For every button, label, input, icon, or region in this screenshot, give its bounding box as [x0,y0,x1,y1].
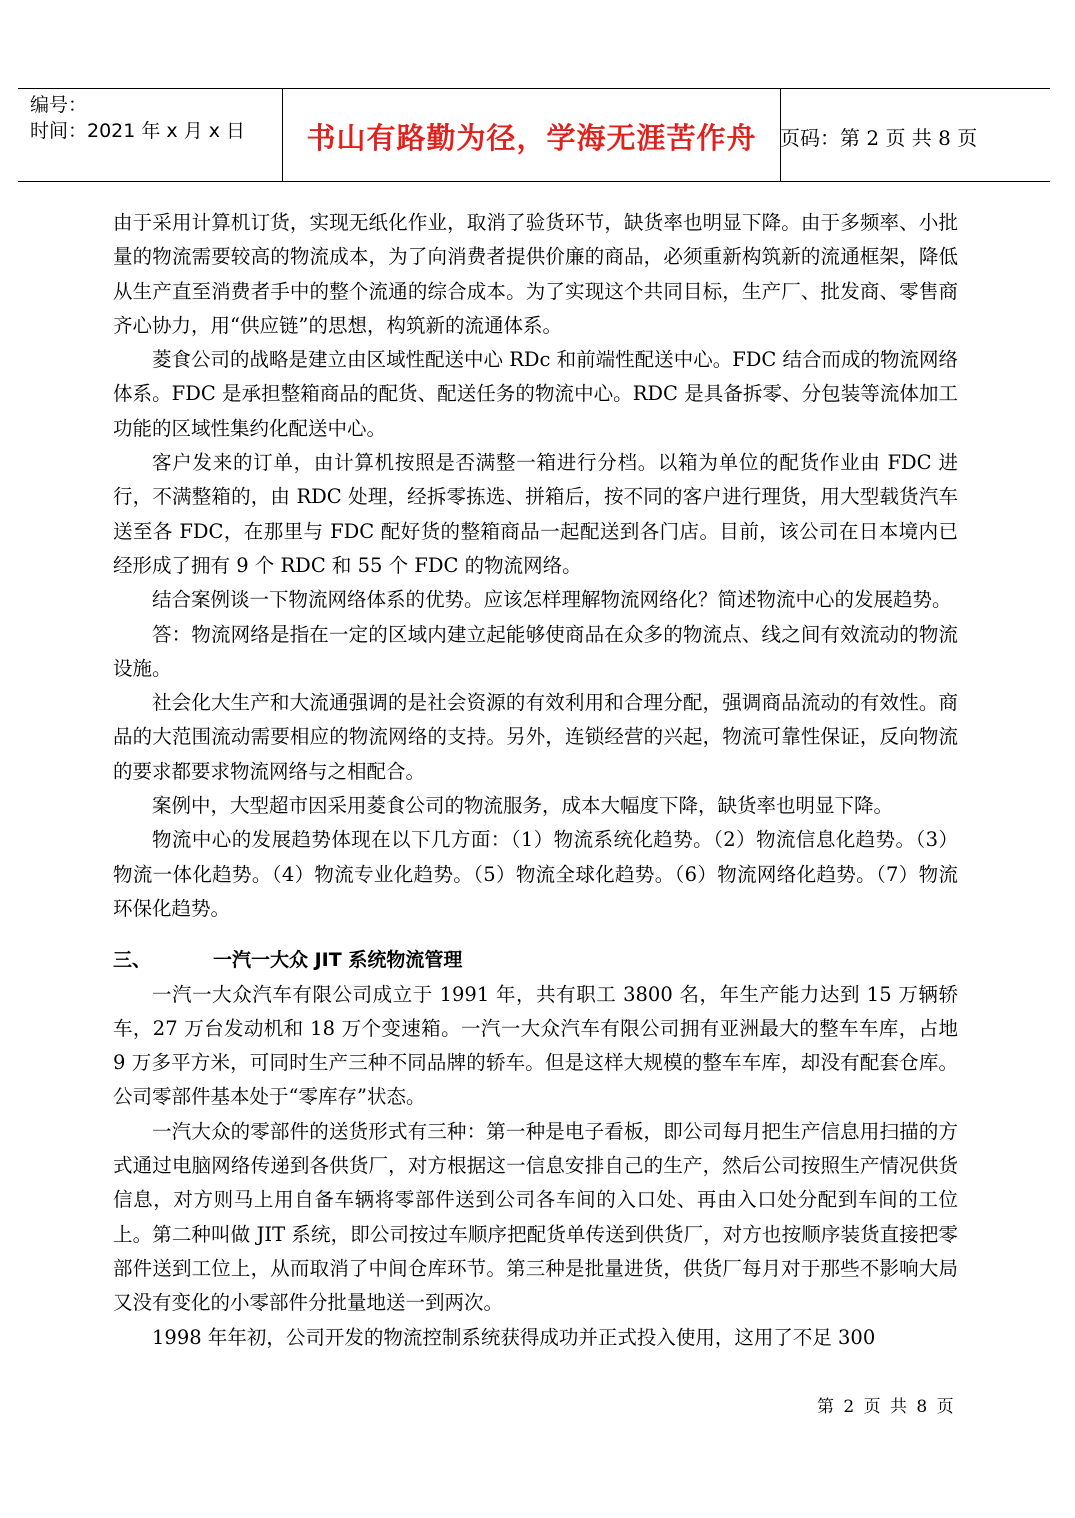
page-header [18,88,1050,184]
paragraph: 1998 年年初，公司开发的物流控制系统获得成功并正式投入使用，这用了不足 300 [152,1325,876,1349]
header-motto: 书山有路勤为径，学海无涯苦作舟 [306,121,757,155]
question-paragraph: 结合案例谈一下物流网络体系的优势。应该怎样理解物流网络化？简述物流中心的发展趋势。 [152,588,952,612]
paragraph: 物流中心的发展趋势体现在以下几方面：（1）物流系统化趋势。（2）物流信息化趋势。（3）物流一体化趋势。（4）物流专业化趋势。（5）物流全球化趋势。（6）物流网络化趋势。（7）物流环保化趋势。 [113,828,958,920]
answer-paragraph: 答：物流网络是指在一定的区域内建立起能够使商品在众多的物流点、线之间有效流动的物流设施。 [113,622,958,680]
paragraph: 一汽大众的零部件的送货形式有三种：第一种是电子看板，即公司每月把生产信息用扫描的方式通过电脑网络传递到各供货厂，对方根据这一信息安排自己的生产，然后公司按照生产情况供货信息，对方则马上用自备车辆将零部件送到公司各车间的入口处、再由入口处分配到车间的工位上。第二种叫做 JIT 系统，即公司按过车顺序把配货单传送到供货厂，对方也按顺序装货直接把零部件送到工位上，从而取消了中间仓库环节。第三种是批量进货，供货厂每月对于那些不影响大局又没有变化的小零部件分批量地送一到两次。 [113,1119,958,1315]
header-meta [30,92,245,144]
section-title: 一汽一大众 JIT 系统物流管理 [213,949,463,972]
document-time-label: 时间：2021 年 x 月 x 日 [30,120,246,142]
header-page-info: 页码：第 2 页 共 8 页 [780,126,978,150]
paragraph: 案例中，大型超市因采用菱食公司的物流服务，成本大幅度下降，缺货率也明显下降。 [152,794,894,818]
header-top-rule [18,88,1050,89]
header-bottom-rule [18,181,1050,182]
section-heading [113,943,958,977]
document-body [113,206,958,1355]
paragraph: 菱食公司的战略是建立由区域性配送中心 RDc 和前端性配送中心。FDC 结合而成的物流网络体系。FDC 是承担整箱商品的配货、配送任务的物流中心。RDC 是具备拆零、分包装等流体加工功能的区域性集约化配送中心。 [113,348,958,440]
header-divider-left [282,88,283,182]
section-number: 三、 [113,949,152,972]
document-number-label: 编号： [30,94,88,116]
paragraph: 由于采用计算机订货，实现无纸化作业，取消了验货环节，缺货率也明显下降。由于多频率、小批量的物流需要较高的物流成本，为了向消费者提供价廉的商品，必须重新构筑新的流通框架，降低从生产直至消费者手中的整个流通的综合成本。为了实现这个共同目标，生产厂、批发商、零售商齐心协力，用“供应链”的思想，构筑新的流通体系。 [113,211,958,337]
paragraph: 社会化大生产和大流通强调的是社会资源的有效利用和合理分配，强调商品流动的有效性。商品的大范围流动需要相应的物流网络的支持。另外，连锁经营的兴起，物流可靠性保证，反向物流的要求都要求物流网络与之相配合。 [113,691,958,783]
paragraph: 客户发来的订单，由计算机按照是否满整一箱进行分档。以箱为单位的配货作业由 FDC 进行，不满整箱的，由 RDC 处理，经拆零拣选、拼箱后，按不同的客户进行理货，用大型载货汽车送至各 FDC，在那里与 FDC 配好货的整箱商品一起配送到各门店。目前，该公司在日本境内已经形成了拥有 9 个 RDC 和 55 个 FDC 的物流网络。 [113,451,958,577]
page-footer: 第 2 页 共 8 页 [817,1397,956,1417]
paragraph: 一汽一大众汽车有限公司成立于 1991 年，共有职工 3800 名，年生产能力达到 15 万辆轿车，27 万台发动机和 18 万个变速箱。一汽一大众汽车有限公司拥有亚洲最大的整车车库，占地 9 万多平方米，可同时生产三种不同品牌的轿车。但是这样大规模的整车车库，却没有配套仓库。公司零部件基本处于“零库存”状态。 [113,982,958,1109]
